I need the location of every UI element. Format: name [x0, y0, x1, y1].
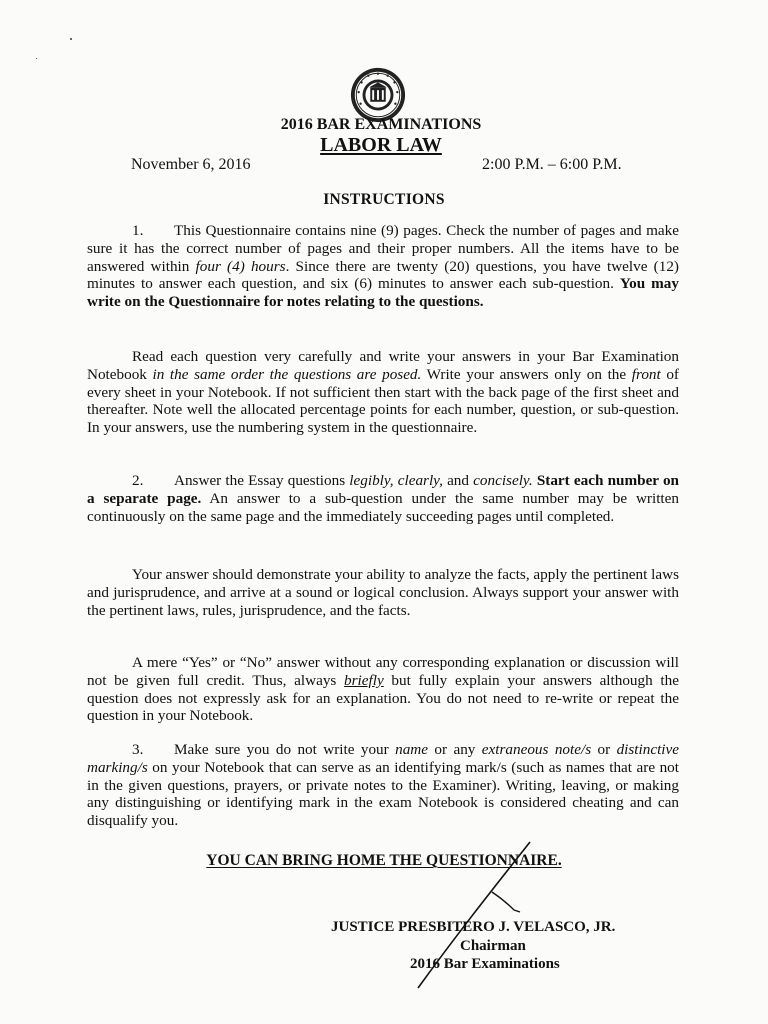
item-number: 1.: [132, 222, 144, 239]
paragraph-text: Write your answers only on the: [421, 365, 632, 383]
emphasis-text: extraneous note/s: [481, 741, 592, 758]
item-number: 2.: [132, 472, 144, 489]
paragraph-text: . Since there are twenty (20) questions, you have twelve (12) minutes to answer each question, and six (6) minutes to answer each sub-question.: [87, 257, 679, 293]
paragraph-text: on your Notebook that can serve as an identifying mark/s (such as names that are not in the given questions, prayers, or private notes to the Examiner). Writing, leaving, or making any distinguishing or identifying mark in the exam Notebook is considered cheating and can disqualify you.: [87, 758, 679, 830]
exam-title: 2016 BAR EXAMINATIONS: [280, 116, 482, 133]
instructions-heading: INSTRUCTIONS: [323, 191, 445, 208]
emphasis-text: four (4) hours: [195, 257, 286, 275]
subject-title: LABOR LAW: [320, 134, 442, 156]
emphasis-text: in the same order the questions are posed.: [152, 365, 422, 383]
bring-home-notice: YOU CAN BRING HOME THE QUESTIONNAIRE.: [206, 852, 562, 869]
exam-time: 2:00 P.M. – 6:00 P.M.: [482, 156, 622, 173]
emphasis-text: legibly, clearly,: [349, 472, 443, 489]
emphasis-text: concisely.: [473, 472, 533, 489]
paragraph-text: but fully explain your answers although the question does not expressly ask for an explanation. You do not need to re-write or repeat the question in your Notebook.: [87, 671, 679, 725]
item-number: 3.: [132, 741, 144, 758]
paragraph-text: Your answer should demonstrate your ability to analyze the facts, apply the pertinent laws and jurisprudence, and arrive at a sound or logical conclusion. Always support your answer with the pertinent laws, rules, jurisprudence, and the facts.: [87, 566, 679, 619]
signatory-organization: 2016 Bar Examinations: [410, 956, 560, 972]
paragraph-text: or: [591, 741, 617, 758]
instruction-paragraph-analysis: [87, 566, 679, 619]
instruction-item-3: [87, 741, 679, 830]
exam-date: November 6, 2016: [131, 156, 251, 173]
emphasis-text: front: [631, 365, 661, 383]
paragraph-text: or any: [428, 741, 482, 758]
paragraph-text: of every sheet in your Notebook. If not sufficient then start with the back page of the first sheet and thereafter. Note well the allocated percentage points for each number, question, or sub-question. In your answers, use the numbering system in the questionnaire.: [87, 365, 679, 437]
emphasis-text: distinctive marking/s: [87, 741, 679, 776]
paragraph-text: and: [442, 472, 474, 489]
emphasis-text: name: [395, 741, 429, 758]
bold-text: You may write on the Questionnaire for notes relating to the questions.: [87, 275, 679, 311]
paragraph-text: An answer to a sub-question under the same number may be written continuously on the same page and the immediately succeeding pages until completed.: [87, 489, 679, 525]
signatory-name: JUSTICE PRESBITERO J. VELASCO, JR.: [331, 919, 616, 935]
paragraph-text: This Questionnaire contains nine (9) pages. Check the number of pages and make sure it has the correct number of pages and their proper numbers. All the items have to be answered within: [87, 222, 679, 275]
paragraph-text: Make sure you do not write your: [174, 741, 396, 758]
scan-speck: [70, 38, 72, 40]
scan-speck: [36, 58, 37, 59]
instruction-paragraph-reading: [87, 348, 679, 437]
paragraph-text: Read each question very carefully and write your answers in your Bar Examination Notebook: [87, 348, 679, 383]
paragraph-text: A mere “Yes” or “No” answer without any corresponding explanation or discussion will not be given full credit. Thus, always: [87, 654, 679, 689]
instruction-item-1: [87, 222, 679, 311]
paragraph-text: Answer the Essay questions: [174, 472, 350, 489]
bold-text: Start each number on a separate page.: [87, 472, 679, 507]
instruction-item-2: [87, 472, 679, 525]
instruction-paragraph-explanation: [87, 654, 679, 725]
signatory-title: Chairman: [460, 938, 526, 954]
emphasis-text: briefly: [344, 671, 384, 689]
